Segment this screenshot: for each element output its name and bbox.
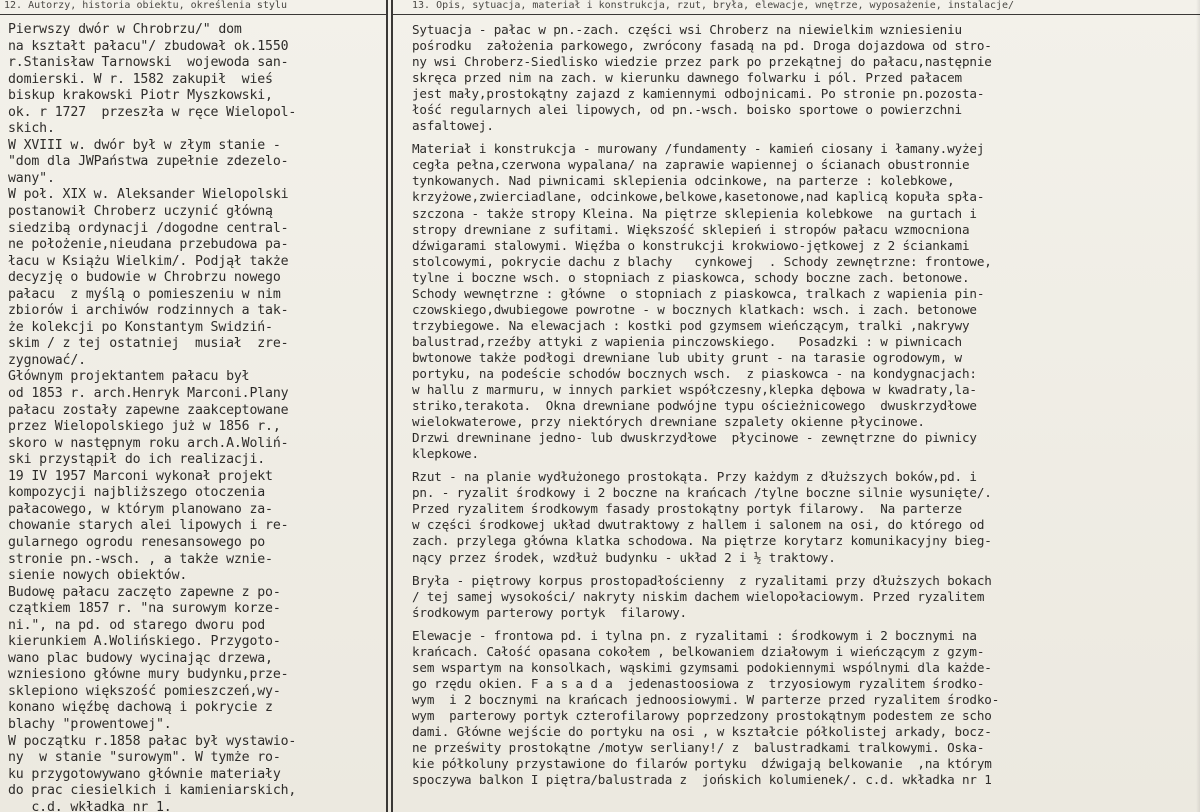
description-line: dami. Główne wejście do portyku na osi , w kształcie półkolistej arkady, bocz- xyxy=(412,723,992,739)
history-line: c.d. wkładka nr 1. xyxy=(8,799,172,812)
description-line: Drzwi drewninane jedno- lub dwuskrzydłowe płycinowe - zewnętrzne do piwnicy xyxy=(412,430,977,446)
column-divider-outer xyxy=(386,0,388,812)
history-line: wano plac budowy wycinając drzewa, xyxy=(8,650,273,666)
description-column xyxy=(412,22,1200,812)
page-edge-shadow xyxy=(1196,0,1200,812)
history-line: skim / z tej ostatniej musiał zre- xyxy=(8,336,289,352)
description-line: Schody wewnętrzne : główne o stopniach z piaskowca, tralkach z wapienia pin- xyxy=(412,285,985,301)
history-line: pałacu zostały zapewne zaakceptowane xyxy=(8,402,289,418)
paragraph-gap xyxy=(412,134,1200,141)
description-line: / tej samej wysokości/ nakryty niskim dachem wielopołaciowym. Przed ryzalitem xyxy=(412,588,985,604)
history-line: sienie nowych obiektów. xyxy=(8,568,188,584)
description-line: stropy drewniane z sufitami. Większość sklepień i stropów pałacu wzmocniona xyxy=(412,221,970,237)
description-line: sem wspartym na konsolkach, wąskimi gzymsami podokiennymi wspólnymi dla każde- xyxy=(412,659,992,675)
history-line: pałacowego, w którym planowano za- xyxy=(8,501,273,517)
history-line: skich. xyxy=(8,121,55,137)
history-line: decyzję o budowie w Chrobrzu nowego xyxy=(8,270,281,286)
description-line: wym parterowy portyk czterofilarowy poprzedzony prostokątnym podestem ze scho xyxy=(412,707,992,723)
history-line: kompozycji najbliższego otoczenia xyxy=(8,485,266,501)
description-line: trzybiegowe. Na elewacjach : kostki pod gzymsem wieńczącym, tralki ,nakrywy xyxy=(412,317,970,333)
history-line: stronie pn.-wsch. , a także wznie- xyxy=(8,551,273,567)
description-line: łość regularnych alei lipowych, od pn.-wsch. boisko sportowe o powierzchni xyxy=(412,102,962,118)
history-line: czątkiem 1857 r. "na surowym korze- xyxy=(8,601,281,617)
description-line: pośrodku założenia parkowego, zwrócony fasadą na pd. Droga dojazdowa od stro- xyxy=(412,38,992,54)
description-line: wym i 2 bocznymi na krańcach jednoosiowymi. W parterze przed ryzalitem środko- xyxy=(412,691,1000,707)
description-line: szczona - także stropy Kleina. Na piętrze sklepienia kolebkowe na gurtach i xyxy=(412,205,977,221)
history-line: gularnego ogrodu renesansowego po xyxy=(8,534,266,550)
description-line: skręca przed nim na zach. w kierunku dawnego folwarku i pól. Przed pałacem xyxy=(412,70,962,86)
history-line: siedzibą ordynacji /dogodne central- xyxy=(8,220,289,236)
paragraph-gap xyxy=(412,566,1200,573)
description-line: Bryła - piętrowy korpus prostopadłościenny z ryzalitami przy dłuższych bokach xyxy=(412,572,992,588)
history-line: Budowę pałacu zaczęto zapewne z po- xyxy=(8,584,281,600)
history-line: przez Wielopolskiego już w 1856 r., xyxy=(8,419,281,435)
description-paragraph xyxy=(412,141,1200,462)
description-line: cegła pełna,czerwona wypalana/ na zaprawie wapiennej o ścianach obustronnie xyxy=(412,157,970,173)
paragraph-gap xyxy=(412,462,1200,469)
section-header-left: 12. Autorzy, historia obiektu, określenia stylu xyxy=(4,0,287,11)
paragraph-gap xyxy=(412,621,1200,628)
description-paragraph xyxy=(412,628,1200,788)
description-line: w hallu z marmuru, w innych parkiet współczesny,klepka dębowa w kwadraty,la- xyxy=(412,382,977,398)
description-line: tynkowanych. Nad piwnicami sklepienia odcinkowe, na parterze : kolebkowe, xyxy=(412,173,955,189)
history-line: wany". xyxy=(8,170,55,186)
history-line: W poł. XIX w. Aleksander Wielopolski xyxy=(8,187,289,203)
description-line: Przed ryzalitem środkowym fasady prostokątny portyk filarowy. Na parterze xyxy=(412,501,962,517)
description-line: środkowym parterowy portyk filarowy. xyxy=(412,604,687,620)
history-line: Pierwszy dwór w Chrobrzu/" dom xyxy=(8,22,242,37)
description-line: tylne i boczne wsch. o stopniach z piaskowca, schody boczne zach. betonowe. xyxy=(412,269,970,285)
description-line: asfaltowej. xyxy=(412,118,494,134)
description-line: nący przez środek, wzdłuż budynku - układ 2 i ½ traktowy. xyxy=(412,549,836,565)
description-line: klepkowe. xyxy=(412,446,479,462)
column-divider-inner xyxy=(391,0,393,812)
history-line: W początku r.1858 pałac był wystawio- xyxy=(8,733,297,749)
description-line: czowskiego,dwubiegowe powrotne - w bocznych klatkach: wsch. i zach. betonowe xyxy=(412,301,977,317)
history-line: łacu w Książu Wielkim/. Podjął także xyxy=(8,253,289,269)
description-line: Rzut - na planie wydłużonego prostokąta. Przy każdym z dłuższych boków,pd. i xyxy=(412,469,977,485)
history-line: do prac ciesielkich i kamieniarskich, xyxy=(8,783,297,799)
history-line: skoro w następnym roku arch.A.Woliń- xyxy=(8,435,289,451)
history-line: sklepiono większość pomieszczeń,wy- xyxy=(8,683,281,699)
description-paragraph xyxy=(412,22,1200,134)
history-line: konano więźbę dachową i pokrycie z xyxy=(8,700,273,716)
history-line: ne położenie,nieudana przebudowa pa- xyxy=(8,237,289,253)
description-line: krzyżowe,zwierciadlane, odcinkowe,belkowe,kasetonowe,nad kaplicą kopuła spła- xyxy=(412,189,985,205)
description-line: ny wsi Chroberz-Siedlisko wiedzie przez park po przekątnej do pałacu,następnie xyxy=(412,54,992,70)
history-line: biskup krakowski Piotr Myszkowski, xyxy=(8,88,273,104)
description-line: krańcach. Całość opasana cokołem , belkowaniem działowym i wieńczącym z gzym- xyxy=(412,643,985,659)
history-line: na kształt pałacu"/ zbudował ok.1550 xyxy=(8,38,289,54)
description-line: kie półkoluny przystawione do filarów portyku dźwigają belkowanie ,na którym xyxy=(412,756,992,772)
history-line: że kolekcji po Konstantym Swidziń- xyxy=(8,319,273,335)
description-line: Elewacje - frontowa pd. i tylna pn. z ryzalitami : środkowym i 2 bocznymi na xyxy=(412,627,977,643)
description-line: zach. przylega główna klatka schodowa. Na piętrze korytarz komunikacyjny bieg- xyxy=(412,533,992,549)
history-line: 19 IV 1957 Marconi wykonał projekt xyxy=(8,468,273,484)
description-line: dźwigarami stalowymi. Więźba o konstrukcji krokwiowo-jętkowej z 2 ściankami xyxy=(412,237,970,253)
history-line: zbiorów i archiwów rodzinnych a tak- xyxy=(8,303,289,319)
description-line: Materiał i konstrukcja - murowany /fundamenty - kamień ciosany i łamany.wyżej xyxy=(412,141,985,157)
history-line: ny w stanie "surowym". W tymże ro- xyxy=(8,750,281,766)
description-line: striko,terakota. Okna drewniane podwójne typu ościeżnicowego dwuskrzydłowe xyxy=(412,398,977,414)
history-line: ok. r 1727 przeszła w ręce Wielopol- xyxy=(8,104,297,120)
history-line: pałacu z myślą o pomieszeniu w nim xyxy=(8,286,281,302)
description-line: pn. - ryzalit środkowy i 2 boczne na krańcach /tylne boczne silnie wysunięte/. xyxy=(412,485,992,501)
header-rule-left xyxy=(0,14,386,15)
description-line: bwtonowe także podłogi drewniane lub ubity grunt - na tarasie ogrodowym, w xyxy=(412,349,962,365)
history-line: blachy "prowentowej". xyxy=(8,716,172,732)
history-line: od 1853 r. arch.Henryk Marconi.Plany xyxy=(8,386,289,402)
description-paragraph xyxy=(412,573,1200,621)
description-line: jest mały,prostokątny zajazd z kamiennymi odbojnicami. Po stronie pn.pozosta- xyxy=(412,86,985,102)
description-line: stolcowymi, pokrycie dachu z blachy cynkowej . Schody zewnętrzne: frontowe, xyxy=(412,253,992,269)
history-line: ni.", na pd. od starego dworu pod xyxy=(8,617,266,633)
description-line: w części środkowej układ dwutraktowy z hallem i salonem na osi, do którego od xyxy=(412,517,985,533)
description-line: balustrad,rzeźby attyki z wapienia pinczowskiego. Posadzki : w piwnicach xyxy=(412,333,962,349)
description-line: Sytuacja - pałac w pn.-zach. części wsi Chroberz na niewielkim wzniesieniu xyxy=(412,22,962,37)
description-paragraph xyxy=(412,469,1200,565)
history-line: W XVIII w. dwór był w złym stanie - xyxy=(8,137,281,153)
section-header-right: 13. Opis, sytuacja, materiał i konstrukcja, rzut, bryła, elewacje, wnętrze, wyposażenie, instalacje/ xyxy=(412,0,1015,11)
history-line: "dom dla JWPaństwa zupełnie zdezelo- xyxy=(8,154,289,170)
description-line: go rzędu okien. F a s a d a jedenastoosiowa z trzyosiowym ryzalitem środko- xyxy=(412,675,985,691)
history-line: domierski. W r. 1582 zakupił wieś xyxy=(8,71,273,87)
history-line: chowanie starych alei lipowych i re- xyxy=(8,518,289,534)
history-line: ski przystąpił do ich realizacji. xyxy=(8,452,266,468)
description-line: spoczywa balkon I piętra/balustrada z jońskich kolumienek/. c.d. wkładka nr 1 xyxy=(412,772,992,788)
history-line: postanowił Chroberz uczynić główną xyxy=(8,204,273,220)
header-rule-right xyxy=(392,14,1200,15)
history-line: zygnować/. xyxy=(8,352,86,368)
history-line: kierunkiem A.Wolińskiego. Przygoto- xyxy=(8,634,281,650)
history-column xyxy=(8,22,384,812)
history-line: r.Stanisław Tarnowski wojewoda san- xyxy=(8,55,289,71)
description-line: ne prześwity prostokątne /motyw serliany!/ z balustradkami tralkowymi. Oska- xyxy=(412,740,985,756)
description-line: portyku, na podeście schodów bocznych wsch. z piaskowca - na kondygnacjach: xyxy=(412,365,977,381)
history-line: ku przygotowywano głównie materiały xyxy=(8,766,281,782)
history-line: Głównym projektantem pałacu był xyxy=(8,369,250,385)
history-line: wzniesiono główne mury budynku,prze- xyxy=(8,667,289,683)
description-line: wielokwaterowe, przy niektórych drewniane szpalety okienne płycinowe. xyxy=(412,414,925,430)
